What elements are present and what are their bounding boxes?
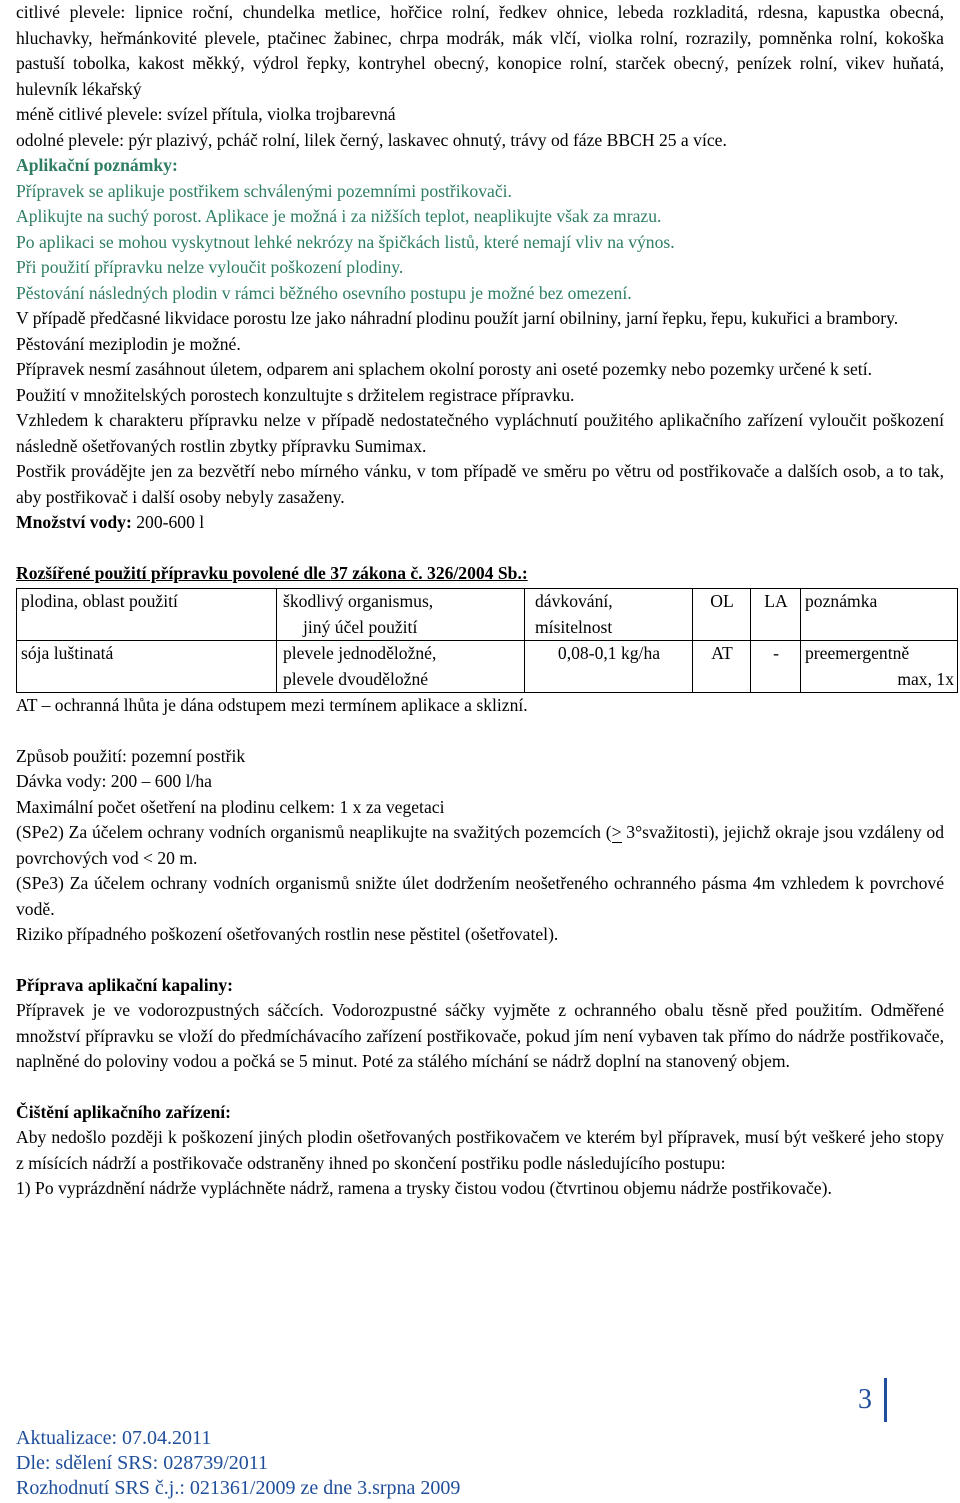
cell-dose: 0,08-0,1 kg/ha (525, 641, 693, 693)
cell-organism-line1: plevele jednoděložné, (283, 643, 437, 663)
extended-use-heading (16, 561, 944, 587)
extended-heading-law: 37 zákona č. 326/2004 Sb.: (330, 562, 528, 583)
spe2-text-b: 3°svažitosti), jejichž okraje jsou vzdáleny od povrchových vod < 20 m. (16, 822, 944, 868)
seed-crop-note: Použití v množitelských porostech konzultujte s držitelem registrace přípravku. (16, 384, 575, 405)
header-organism-line2: jiný účel použití (303, 616, 418, 637)
header-dose-line2: mísitelnost (535, 616, 613, 637)
drift-note: Přípravek nesmí zasáhnout úletem, odparem ani splachem okolní porosty ani oseté pozemky nebo pozemky určené k setí. (16, 359, 872, 379)
document-page (16, 0, 954, 1202)
usage-max-treatments: Maximální počet ošetření na plodinu celkem: 1 x za vegetaci (16, 796, 445, 817)
resistant-weeds: odolné plevele: pýr plazivý, pcháč rolní, lilek černý, laskavec ohnutý, trávy od fáze BBCH 25 a více. (16, 129, 727, 150)
header-organism-line1: škodlivý organismus, (283, 591, 434, 611)
cell-la: - (751, 641, 801, 693)
app-notes-heading: Aplikační poznámky: (16, 155, 178, 175)
water-amount (16, 510, 944, 536)
cell-note-line1: preemergentně (805, 643, 910, 663)
rinse-note: Vzhledem k charakteru přípravku nelze v případě nedostatečného vypláchnutí použitého aplikačního zařízení vyloučit poškození následně ošetřovaných rostlin zbytky přípravku Sumimax. (16, 410, 944, 456)
water-amount-value: 200-600 l (131, 512, 205, 532)
app-note-1: Přípravek se aplikuje postřikem schválenými pozemními postřikovači. (16, 180, 512, 201)
wind-note: Postřik provádějte jen za bezvětří nebo mírného vánku, v tom případě ve směru po větru od postřikovače a dalších osob, a to tak, aby postřikovač i další osoby nebyly zasaženy. (16, 461, 944, 507)
app-note-4: Při použití přípravku nelze vyloučit poškození plodiny. (16, 257, 404, 277)
cleaning-text: Aby nedošlo později k poškození jiných plodin ošetřovaných postřikovačem ve kterém byl přípravek, musí být veškeré jeho stopy z mísících nádrží a postřikovače odstraněny ihned po skončení postřiku podle následujícího postupu: (16, 1127, 944, 1173)
water-amount-label: Množství vody: (16, 512, 132, 532)
footer-update: Aktualizace: 07.04.2011 (16, 1427, 212, 1449)
header-organism (277, 589, 525, 641)
cell-note (801, 641, 958, 693)
prep-heading: Příprava aplikační kapaliny: (16, 974, 234, 995)
sensitive-weeds: citlivé plevele: lipnice roční, chundelka metlice, hořčice rolní, ředkev ohnice, lebeda rozkladitá, rdesna, kapustka obecná, hluchavky, heřmánkovité plevele, ptačinec žabinec, chrpa modrák, mák vlčí, violka rolní, rozrazily, pomněnka rolní, kokoška pastuší tobolka, kakost měkký, výdrol řepky, kontryhel obecný, konopice rolní, starček obecný, penízek rolní, vikev huňatá, hulevník lékařský (16, 2, 944, 99)
less-sensitive-weeds: méně citlivé plevele: svízel přítula, violka trojbarevná (16, 104, 396, 124)
header-ol: OL (693, 589, 751, 641)
usage-water-dose: Dávka vody: 200 – 600 l/ha (16, 771, 212, 791)
cell-note-line2: max, 1x (897, 668, 954, 689)
cell-crop: sója luštinatá (17, 641, 277, 693)
cell-organism (277, 641, 525, 693)
cell-ol: AT (693, 641, 751, 693)
at-note: AT – ochranná lhůta je dána odstupem mezi termínem aplikace a sklizní. (16, 695, 528, 715)
header-la: LA (751, 589, 801, 641)
footer-notice: Dle: sdělení SRS: 028739/2011 (16, 1452, 269, 1474)
spe3-note: (SPe3) Za účelem ochrany vodních organismů snižte úlet dodržením neošetřeného ochranného pásma 4m vzhledem k povrchové vodě. (16, 873, 944, 919)
usage-method: Způsob použití: pozemní postřik (16, 745, 246, 766)
footer-decision: Rozhodnutí SRS č.j.: 021361/2009 ze dne 3.srpna 2009 (16, 1477, 461, 1499)
app-note-2: Aplikujte na suchý porost. Aplikace je možná i za nižších teplot, neaplikujte však za mrazu. (16, 206, 662, 226)
table-header-row (17, 589, 958, 641)
gte-symbol: > (611, 822, 622, 842)
header-crop: plodina, oblast použití (17, 589, 277, 641)
replacement-crop-note: V případě předčasné likvidace porostu lze jako náhradní plodinu použít jarní obilniny, jarní řepku, řepu, kukuřici a brambory. (16, 308, 899, 328)
table-row (17, 641, 958, 693)
app-note-3: Po aplikaci se mohou vyskytnout lehké nekrózy na špičkách listů, které nemají vliv na výnos. (16, 231, 675, 252)
app-note-5: Pěstování následných plodin v rámci běžného osevního postupu je možné bez omezení. (16, 282, 632, 303)
page-number-bar (884, 1378, 887, 1422)
header-note: poznámka (801, 589, 958, 641)
cleaning-heading: Čištění aplikačního zařízení: (16, 1101, 232, 1122)
prep-text: Přípravek je ve vodorozpustných sáčcích. Vodorozpustné sáčky vyjměte z ochranného obalu těsně před použitím. Odměřené množství přípravku se vloží do předmíchávacího zařízení postřikovače, pokud jím není vybaven tak přímo do nádrže postřikovače, naplněné do poloviny vodou a počká se 5 minut. Poté za stálého míchání se nádrž doplní na stanovený objem. (16, 1000, 944, 1071)
footer (16, 1426, 460, 1501)
spe2-text-a: (SPe2) Za účelem ochrany vodních organismů neaplikujte na svažitých pozemcích ( (16, 822, 612, 842)
catch-crop-note: Pěstování meziplodin je možné. (16, 333, 241, 354)
cleaning-step-1: 1) Po vyprázdnění nádrže vypláchněte nádrž, ramena a trysky čistou vodou (čtvrtinou objemu nádrže postřikovače). (16, 1178, 832, 1198)
risk-note: Riziko případného poškození ošetřovaných rostlin nese pěstitel (ošetřovatel). (16, 924, 559, 944)
page-number: 3 (858, 1384, 872, 1415)
cell-organism-line2: plevele dvouděložné (283, 668, 429, 689)
extended-use-table (16, 588, 958, 693)
extended-heading-text: Rozšířené použití přípravku povolené dle (16, 562, 331, 583)
spe2-note (16, 820, 944, 871)
header-dose (525, 589, 693, 641)
header-dose-line1: dávkování, (535, 591, 613, 611)
